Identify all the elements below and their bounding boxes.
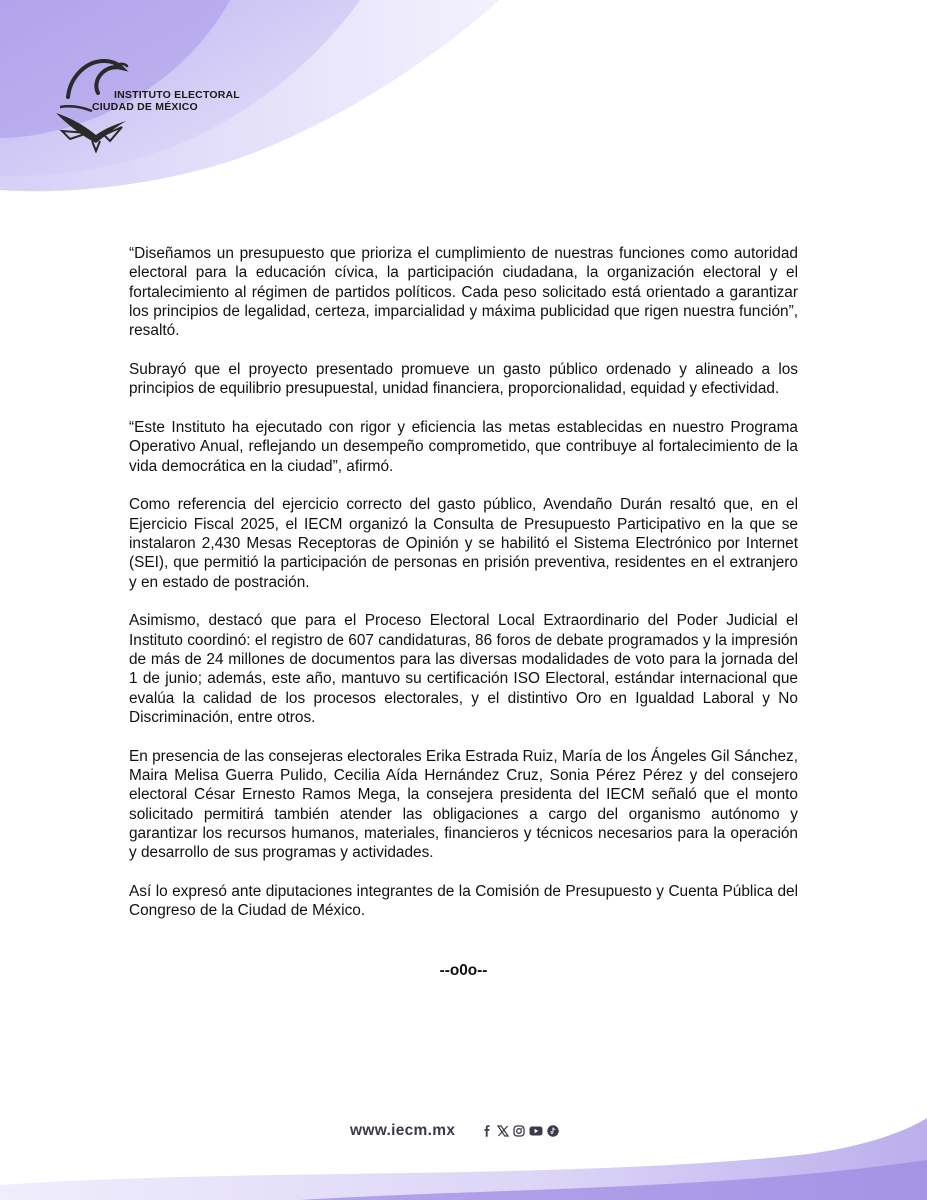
x-icon[interactable]: [497, 1125, 509, 1137]
paragraph: Como referencia del ejercicio correcto del gasto público, Avendaño Durán resaltó que, en el Ejercicio Fiscal 2025, el IECM organizó la Consulta de Presupuesto Participativo en la que se instalaron 2,430 Mesas Receptoras de Opinión y se habilitó el Sistema Electrónico por Internet (SEI), que permitió la participación de personas en prisión preventiva, residentes en el extranjero y en estado de postración.: [129, 496, 798, 591]
closing-mark: --o0o--: [439, 962, 488, 979]
press-release-body: [129, 244, 798, 940]
facebook-icon[interactable]: [481, 1125, 493, 1137]
tiktok-icon[interactable]: [547, 1125, 559, 1137]
paragraph: “Este Instituto ha ejecutado con rigor y eficiencia las metas establecidas en nuestro Programa Operativo Anual, reflejando un desempeño comprometido, que contribuye al fortalecimiento de la vida democrática en la ciudad”, afirmó.: [129, 419, 798, 475]
social-icons: [481, 1125, 559, 1137]
footer: [350, 1121, 559, 1141]
instagram-icon[interactable]: [513, 1125, 525, 1137]
paragraph: Asimismo, destacó que para el Proceso Electoral Local Extraordinario del Poder Judicial el Instituto coordinó: el registro de 607 candidaturas, 86 foros de debate programados y la impresión de más de 24 millones de documentos para las diversas modalidades de voto para la jornada del 1 de junio; además, este año, mantuvo su certificación ISO Electoral, estándar internacional que evalúa la calidad de los procesos electorales, y el distintivo Oro en Igualdad Laboral y No Discriminación, entre otros.: [129, 612, 798, 726]
paragraph: “Diseñamos un presupuesto que prioriza el cumplimiento de nuestras funciones como autoridad electoral para la educación cívica, la participación ciudadana, la organización electoral y el fortalecimiento al régimen de partidos políticos. Cada peso solicitado está orientado a garantizar los principios de legalidad, certeza, imparcialidad y máxima publicidad que rigen nuestra función”, resaltó.: [129, 245, 798, 340]
website-link[interactable]: www.iecm.mx: [350, 1122, 456, 1139]
paragraph: Subrayó que el proyecto presentado promueve un gasto público ordenado y alineado a los principios de equilibrio presupuestal, unidad financiera, proporcionalidad, equidad y efectividad.: [129, 360, 798, 398]
youtube-icon[interactable]: [529, 1125, 543, 1137]
logo-name-line2: CIUDAD DE MÉXICO: [92, 101, 198, 113]
logo-name-line1: INSTITUTO ELECTORAL: [114, 89, 240, 101]
paragraph: En presencia de las consejeras electorales Erika Estrada Ruiz, María de los Ángeles Gil Sánchez, Maira Melisa Guerra Pulido, Cecilia Aída Hernández Cruz, Sonia Pérez Pérez y del consejero electoral César Ernesto Ramos Mega, la consejera presidenta del IECM señaló que el monto solicitado permitirá también atender las obligaciones a cargo del organismo autónomo y garantizar los recursos humanos, materiales, financieros y técnicos necesarios para la operación y desarrollo de sus programas y actividades.: [129, 747, 798, 862]
institute-logo: [48, 55, 238, 155]
paragraph: Así lo expresó ante diputaciones integrantes de la Comisión de Presupuesto y Cuenta Pública del Congreso de la Ciudad de México.: [129, 883, 798, 920]
